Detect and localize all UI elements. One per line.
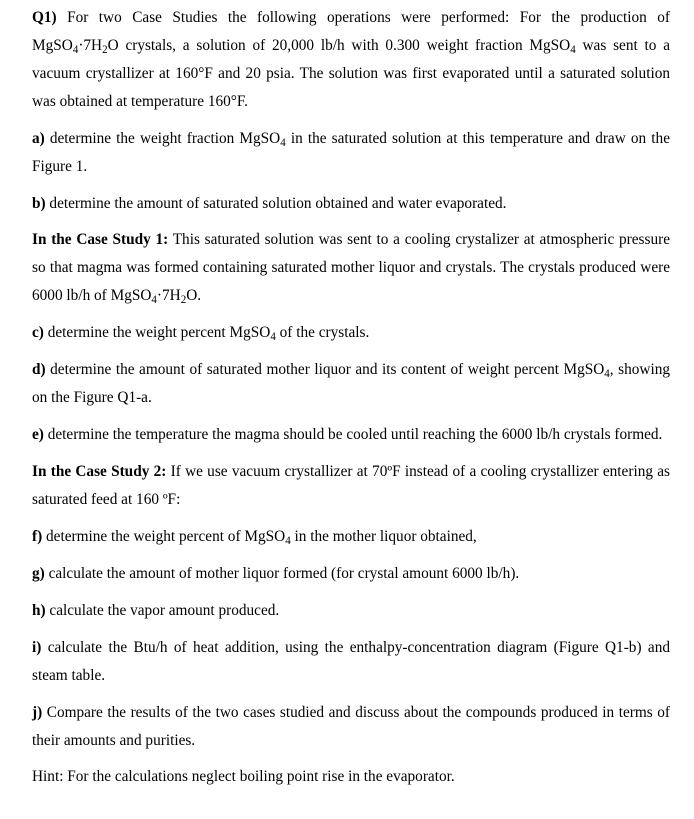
part-i: i) calculate the Btu/h of heat addition, using the enthalpy-concentration diagram (Figure Q1-b) and steam table. <box>32 639 670 684</box>
part-d: d) determine the amount of saturated mother liquor and its content of weight percent MgSO$_4$, showing on the Figure Q1-a. <box>32 361 670 406</box>
question-label: Q1) <box>32 9 57 26</box>
part-j: j) Compare the results of the two cases studied and discuss about the compounds produced in terms of their amounts and purities. <box>32 704 670 749</box>
part-e: e) determine the temperature the magma should be cooled until reaching the 6000 lb/h crystals formed. <box>32 426 663 443</box>
part-f: f) determine the weight percent of MgSO$_4$ in the mother liquor obtained, <box>32 528 477 547</box>
case-study-2: In the Case Study 2: If we use vacuum crystallizer at 70ºF instead of a cooling crystallizer entering as saturated feed at 160 ºF: <box>32 463 670 508</box>
question-intro: Q1) For two Case Studies the following operations were performed: For the production of $MgSO_4\cdot 7H_2O$ crystals, a solution of 20,000 lb/h with 0.300 weight fraction MgSO$_4$ was sent to a vacuum crystallizer at 160°F and 20 psia. The solution was first evaporated until a saturated solution was obtained at temperature 160°F. <box>32 9 670 110</box>
part-h: h) calculate the vapor amount produced. <box>32 602 280 619</box>
part-c: c) determine the weight percent MgSO$_4$ of the crystals. <box>32 324 370 343</box>
hint: Hint: For the calculations neglect boiling point rise in the evaporator. <box>32 768 455 785</box>
part-a: a) determine the weight fraction MgSO$_4$ in the saturated solution at this temperature and draw on the Figure 1. <box>32 130 670 175</box>
case-study-1: In the Case Study 1: This saturated solution was sent to a cooling crystalizer at atmospheric pressure so that magma was formed containing saturated mother liquor and crystals. The crystals produced were 6000 lb/h of $MgSO_4\cdot 7H_2O$. <box>32 231 670 306</box>
part-b: b) determine the amount of saturated solution obtained and water evaporated. <box>32 195 507 212</box>
part-g: g) calculate the amount of mother liquor formed (for crystal amount 6000 lb/h). <box>32 565 520 582</box>
